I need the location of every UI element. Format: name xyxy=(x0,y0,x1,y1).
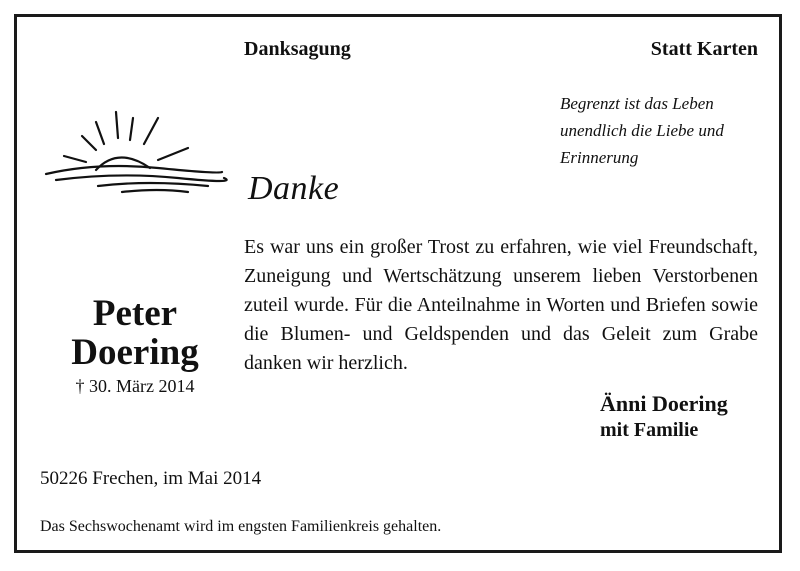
poem-line: Begrenzt ist das Leben xyxy=(560,94,714,113)
body-text: Es war uns ein großer Trost zu erfahren, wie viel Freundschaft, Zuneigung und Wertschätzung unserem lieben Verstorbenen zuteil wurde. Für die Anteilnahme in Worten und Briefen sowie die Blumen- und Geldspenden und das Geleit zum Grabe danken wir herzlich. xyxy=(244,236,758,374)
note: Das Sechswochenamt wird im engsten Familienkreis gehalten. xyxy=(40,518,442,535)
deceased-block xyxy=(40,294,230,397)
death-date: † 30. März 2014 xyxy=(75,376,195,396)
danke-heading: Danke xyxy=(248,170,340,207)
place-date: 50226 Frechen, im Mai 2014 xyxy=(40,468,262,489)
statt-karten: Statt Karten xyxy=(650,38,758,60)
poem xyxy=(560,90,780,171)
poem-line: unendlich die Liebe und xyxy=(560,121,724,140)
heading: Danksagung xyxy=(244,38,351,60)
signature-sub: mit Familie xyxy=(600,419,699,441)
last-name: Doering xyxy=(71,332,199,373)
poem-line: Erinnerung xyxy=(560,148,639,167)
first-name: Peter xyxy=(92,293,178,334)
signature xyxy=(600,390,728,444)
signature-name: Änni Doering xyxy=(600,391,728,416)
sunrise-icon xyxy=(38,108,228,198)
